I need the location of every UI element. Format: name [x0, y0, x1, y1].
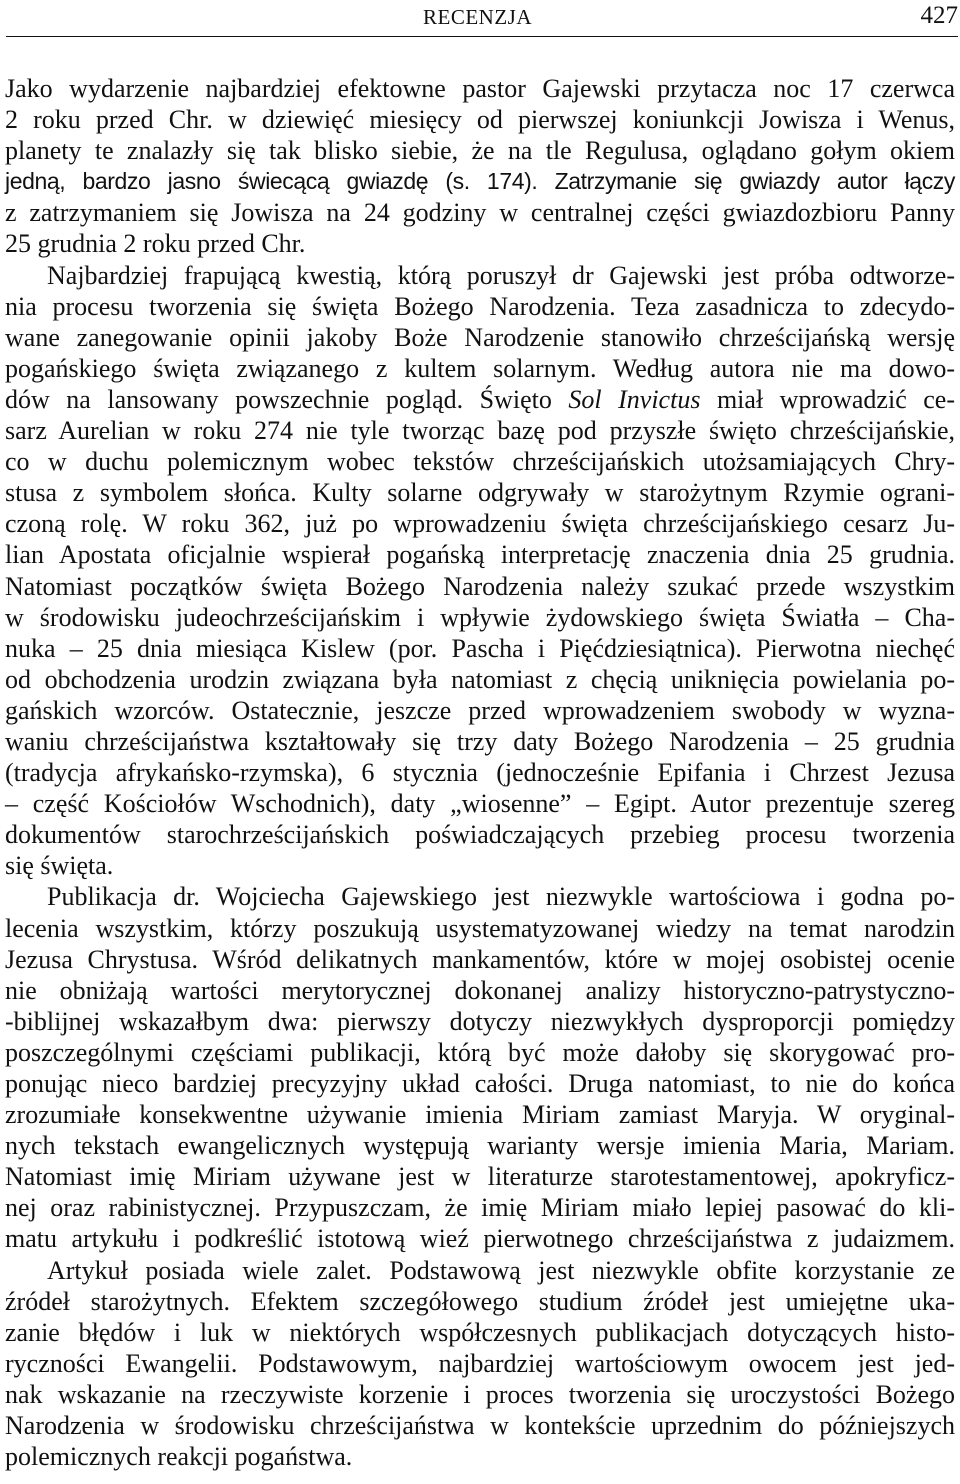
- text-line: nej oraz rabinistycznej. Przypuszczam, że imię Miriam miało lepiej pasować do kli-: [5, 1193, 955, 1223]
- text-line: lian Apostata oficjalnie wspierał pogańską interpretację znaczenia dnia 25 grudnia.: [5, 540, 955, 570]
- text-line: Natomiast początków święta Bożego Narodzenia należy szukać przede wszystkim: [5, 571, 955, 601]
- text-line: się święta.: [5, 851, 114, 881]
- text-line: źródeł starożytnych. Efektem szczegółowego studium źródeł jest umiejętne uka-: [5, 1286, 955, 1316]
- text-line: Natomiast imię Miriam używane jest w literaturze starotestamentowej, apokryficz-: [5, 1162, 955, 1192]
- text-line: 2 roku przed Chr. w dziewięć miesięcy od pierwszej koniunkcji Jowisza i Wenus,: [5, 105, 955, 135]
- text-fragment: miał wprowadzić ce-: [700, 384, 955, 414]
- text-line: od obchodzenia urodzin związana była natomiast z chęcią uniknięcia powielania po-: [5, 664, 955, 694]
- text-line: nia procesu tworzenia się święta Bożego Narodzenia. Teza zasadnicza to zdecydo-: [5, 291, 955, 321]
- text-line: pogańskiego święta związanego z kultem solarnym. Według autora nie ma dowo-: [5, 353, 955, 383]
- text-line: 25 grudnia 2 roku przed Chr.: [5, 229, 306, 259]
- review-body-text: [5, 73, 955, 1472]
- text-line: Publikacja dr. Wojciecha Gajewskiego jest niezwykle wartościowa i godna po-: [47, 882, 955, 912]
- text-line: lecenia wszystkim, którzy poszukują usystematyzowanej wiedzy na temat narodzin: [5, 913, 955, 943]
- text-line: czoną rolę. W roku 362, już po wprowadzeniu święta chrześcijańskiego cesarz Ju-: [5, 509, 955, 539]
- text-line: polemicznych reakcji pogaństwa.: [5, 1442, 353, 1472]
- text-line: planety te znalazły się tak blisko siebie, że na tle Regulusa, oglądano gołym okiem: [5, 136, 955, 166]
- text-line: stusa z symbolem słońca. Kulty solarne odgrywały w starożytnym Rzymie ograni-: [5, 478, 955, 508]
- text-line: nych tekstach ewangelicznych występują warianty wersje imienia Maria, Mariam.: [5, 1131, 955, 1161]
- text-line: Jezusa Chrystusa. Wśród delikatnych mankamentów, które w mojej osobistej ocenie: [5, 944, 955, 974]
- text-line: jedną, bardzo jasno świecącą gwiazdę (s. 174). Zatrzymanie się gwiazdy autor łączy: [5, 168, 955, 195]
- text-line: Jako wydarzenie najbardziej efektowne pastor Gajewski przytacza noc 17 czerwca: [5, 74, 955, 103]
- text-line: w środowisku judeochrześcijańskim i wpływie żydowskiego święta Światła – Cha-: [5, 602, 955, 632]
- running-header: [0, 0, 960, 38]
- text-line: dokumentów starochrześcijańskich poświadczających przebieg procesu tworzenia: [5, 820, 955, 850]
- text-line: co w duchu polemicznym wobec tekstów chrześcijańskich utożsamiających Chry-: [5, 447, 955, 477]
- text-line: Narodzenia w środowisku chrześcijaństwa w kontekście uprzednim do późniejszych: [5, 1411, 955, 1441]
- text-line: poszczególnymi częściami publikacji, którą być może dałoby się skorygować pro-: [5, 1037, 955, 1067]
- text-line: nak wskazanie na rzeczywiste korzenie i proces tworzenia się uroczystości Bożego: [5, 1379, 955, 1409]
- text-line: ponując nieco bardziej precyzyjny układ całości. Druga natomiast, to nie do końca: [5, 1069, 955, 1098]
- text-line: matu artykułu i podkreślić istotową wieź pierwotnego chrześcijaństwa z judaizmem.: [5, 1224, 955, 1254]
- text-line: waniu chrześcijaństwa kształtowały się trzy daty Bożego Narodzenia – 25 grudnia: [5, 726, 955, 756]
- text-line: z zatrzymaniem się Jowisza na 24 godziny w centralnej części gwiazdozbioru Panny: [5, 198, 955, 228]
- header-rule: [6, 36, 958, 37]
- text-line: gańskich wzorców. Ostatecznie, jeszcze przed wprowadzeniem swobody w wyzna-: [5, 695, 955, 725]
- text-line: [5, 384, 955, 415]
- text-line: sarz Aurelian w roku 274 nie tyle tworząc bazę pod przyszłe święto chrześcijańskie,: [5, 416, 955, 446]
- text-line: ryczności Ewangelii. Podstawowym, najbardziej wartościowym owocem jest jed-: [5, 1348, 955, 1378]
- text-line: nuka – 25 dnia miesiąca Kislew (por. Pascha i Pięćdziesiątnica). Pierwotna niechęć: [5, 633, 955, 663]
- text-line: zrozumiałe konsekwentne używanie imienia Miriam zamiast Maryja. W oryginal-: [5, 1100, 955, 1130]
- italic-term: Sol Invictus: [568, 384, 701, 414]
- text-fragment: dów na lansowany powszechnie pogląd. Święto: [5, 384, 569, 414]
- text-line: zanie błędów i luk w niektórych współczesnych publikacjach dotyczących histo-: [5, 1317, 955, 1347]
- text-line: (tradycja afrykańsko-rzymska), 6 stycznia (jednocześnie Epifania i Chrzest Jezusa: [5, 758, 955, 788]
- text-line: nie obniżają wartości merytorycznej dokonanej analizy historyczno-patrystyczno-: [5, 975, 955, 1005]
- running-head-title: RECENZJA: [423, 5, 532, 29]
- text-line: – część Kościołów Wschodnich), daty „wiosenne” – Egipt. Autor prezentuje szereg: [5, 789, 955, 819]
- text-line: -biblijnej wskazałbym dwa: pierwszy dotyczy niezwykłych dysproporcji pomiędzy: [5, 1006, 955, 1036]
- text-line: Artykuł posiada wiele zalet. Podstawową jest niezwykle obfite korzystanie ze: [47, 1255, 955, 1285]
- text-line: Najbardziej frapującą kwestią, którą poruszył dr Gajewski jest próba odtworze-: [47, 260, 955, 290]
- page-number: 427: [920, 2, 958, 29]
- text-line: wane zanegowanie opinii jakoby Boże Narodzenie stanowiło chrześcijańską wersję: [5, 322, 955, 352]
